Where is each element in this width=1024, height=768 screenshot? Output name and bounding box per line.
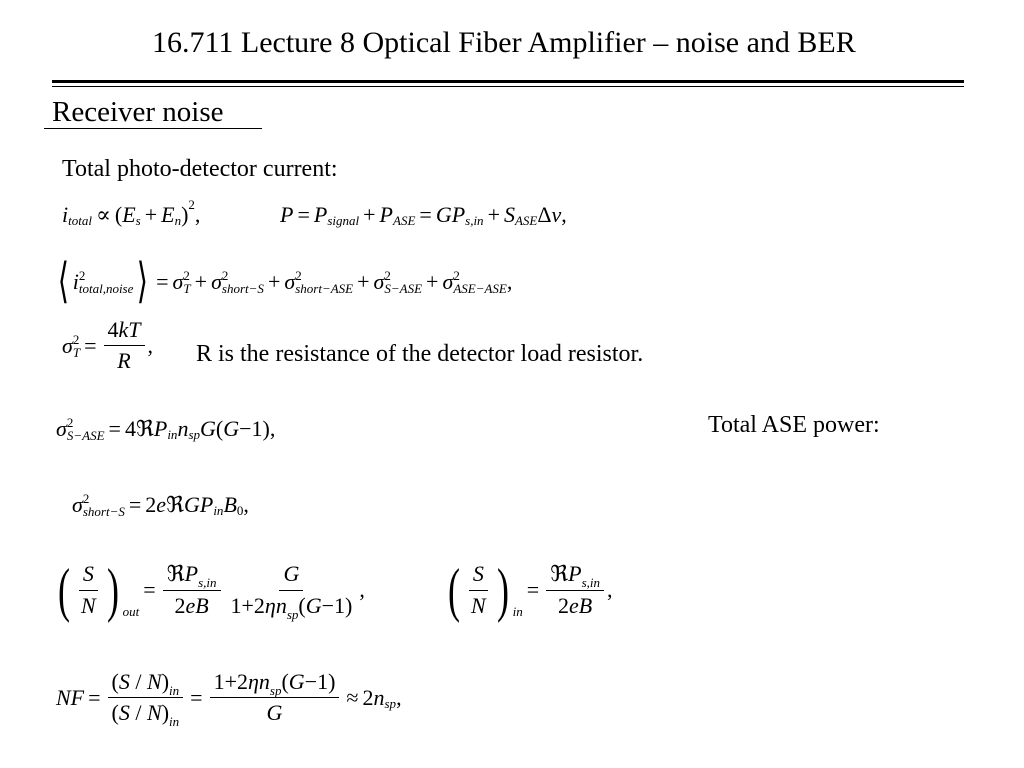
eq-thermal-noise: σ 2 T = $\frac{4kT}{R}$ , (62, 317, 154, 374)
eq-total-power: P = P signal + P ASE = GP s,in + S ASE Δ v , (280, 202, 567, 228)
eq-snr-in: ( $\frac{S}{N}$ ) in = $\frac{ℜP_{s,in}}{2eB}$ , (447, 557, 613, 623)
section-heading: Receiver noise (52, 96, 224, 128)
slide-title: 16.711 Lecture 8 Optical Fiber Amplifier – noise and BER (152, 26, 856, 59)
eq-snr-out: ( $\frac{S}{N}$ ) out = $\frac{ℜP_{s,in}}{2eB}$ $\frac{G}{1+2\eta n_{sp}(G-1)}$ , (57, 557, 365, 623)
ase-power-label: Total ASE power: (708, 412, 880, 438)
eq-noise-variance-sum: ⟨ i 2 total,noise ⟩ = σ 2 T + σ 2 short−S + σ 2 short−ASE + σ 2 S−ASE + σ 2 ASE−ASE , (57, 255, 513, 308)
heading-underline (44, 128, 262, 129)
eq-shot-noise: σ 2 short−S = 2 e ℜ GP in B 0 , (72, 491, 249, 519)
eq-current-proportional: i total ∝ ( E s + E n ) 2 , (62, 197, 201, 228)
current-label: Total photo-detector current: (62, 156, 338, 182)
title-rule-thick (52, 80, 964, 83)
title-rule-thin (52, 86, 964, 87)
eq-noise-figure: NF = $\frac{(S / N)_{in}}{(S / N)_{in}}$ = $\frac{1+2\eta n_{sp}(G-1)}{G}$ ≈ 2 n sp , (56, 669, 402, 730)
eq-signal-ase-beat: σ 2 S−ASE = 4ℜ P in n sp G ( G −1), (56, 415, 276, 443)
resistance-note: R is the resistance of the detector load resistor. (196, 341, 644, 367)
